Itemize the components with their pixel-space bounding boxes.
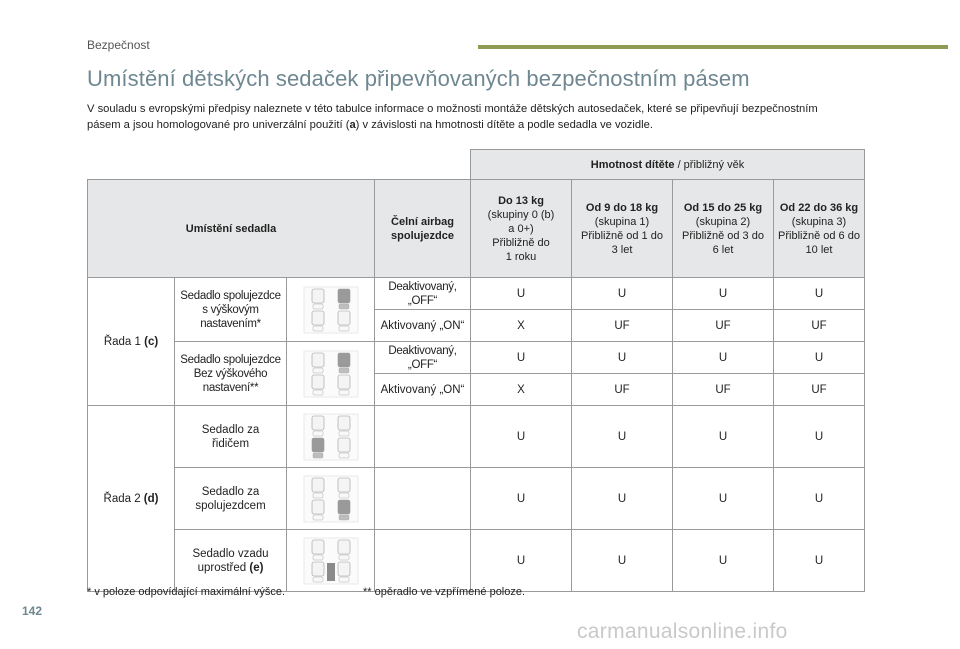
airbag-off: Deaktivovaný, „OFF“ <box>375 278 471 310</box>
footnote-double-star: ** opěradlo ve vzpřímené poloze. <box>363 586 526 598</box>
seat-name <box>175 342 287 406</box>
seat-diagram-svg <box>296 412 366 462</box>
cell-value: UF <box>774 374 865 406</box>
group-3-l1: (skupina 3) <box>791 215 847 228</box>
group-0-l1: (skupiny 0 (b) <box>487 208 555 221</box>
row-1-label-bold: (c) <box>144 335 159 348</box>
group-2-l3: 6 let <box>712 243 734 256</box>
group-3-l2: Přibližně od 6 do <box>778 229 860 242</box>
seat-name-l2: řidičem <box>211 437 250 450</box>
seat-name-l3: nastavení** <box>202 381 259 394</box>
cell-value: U <box>673 406 774 468</box>
cell-value: X <box>471 310 572 342</box>
group-0-l4: 1 roku <box>505 250 537 263</box>
airbag-header-l1: Čelní airbag <box>391 215 454 228</box>
cell-value: U <box>572 278 673 310</box>
row-2-label-text: Řada 2 <box>103 492 144 505</box>
group-0-l3: Přibližně do <box>492 236 550 249</box>
row-2-label <box>88 406 175 592</box>
weight-header-bold: Hmotnost dítěte <box>590 158 675 171</box>
table-row <box>88 278 865 310</box>
cell-value: U <box>572 406 673 468</box>
seat-diagram-rear-left-icon <box>287 406 375 468</box>
cell-value: U <box>471 530 572 592</box>
cell-value: U <box>774 468 865 530</box>
group-1-header <box>572 180 673 278</box>
cell-value: U <box>774 406 865 468</box>
seat-name-l2: spolujezdcem <box>195 499 266 512</box>
weight-header-rest: / přibližný věk <box>674 158 745 171</box>
cell-value: U <box>572 530 673 592</box>
cell-value: U <box>471 278 572 310</box>
cell-value: UF <box>572 374 673 406</box>
seat-diagram-rear-center-icon <box>287 530 375 592</box>
intro-line-2-bold: a <box>349 119 356 131</box>
cell-value: U <box>572 342 673 374</box>
intro-line-2-pre: pásem a jsou homologované pro univerzální použití ( <box>87 119 350 131</box>
seat-name-l3: nastavením* <box>200 317 261 330</box>
group-0-header <box>471 180 572 278</box>
cell-value: UF <box>673 374 774 406</box>
cell-value: U <box>471 342 572 374</box>
weight-header <box>471 150 865 180</box>
seat-diagram-svg <box>296 285 366 335</box>
seat-name <box>175 406 287 468</box>
cell-value: UF <box>572 310 673 342</box>
group-2-header <box>673 180 774 278</box>
airbag-on: Aktivovaný „ON“ <box>375 310 471 342</box>
cell-value: X <box>471 374 572 406</box>
seat-position-header-label: Umístění sedadla <box>185 222 277 235</box>
seat-diagram-svg <box>296 536 366 586</box>
group-1-l3: 3 let <box>611 243 633 256</box>
group-2-l2: Přibližně od 3 do <box>682 229 764 242</box>
seat-name-l2: Bez výškového <box>193 367 268 380</box>
cell-value: U <box>774 278 865 310</box>
group-3-l3: 10 let <box>805 243 833 256</box>
watermark: carmanualsonline.info <box>577 620 788 643</box>
cell-value: U <box>572 468 673 530</box>
cell-value: U <box>673 278 774 310</box>
seat-name-l2: uprostřed <box>197 561 250 574</box>
group-1-weight: Od 9 do 18 kg <box>585 201 659 214</box>
intro-line-2-post: ) v závislosti na hmotnosti dítěte a podle sedadla ve vozidle. <box>355 119 653 131</box>
row-1-label-text: Řada 1 <box>103 335 145 348</box>
cell-value: U <box>673 342 774 374</box>
group-0-weight: Do 13 kg <box>498 194 544 207</box>
cell-value: U <box>774 530 865 592</box>
seat-name-l2: s výškovým <box>202 303 259 316</box>
seat-position-header <box>88 180 375 278</box>
seat-diagram-svg <box>296 349 366 399</box>
cell-value: U <box>673 530 774 592</box>
seat-diagram-rear-right-icon <box>287 468 375 530</box>
seat-name-bold: (e) <box>249 561 264 574</box>
group-3-header <box>774 180 865 278</box>
seat-name-l1: Sedadlo vzadu <box>192 547 269 560</box>
seat-name-l1: Sedadlo za <box>201 485 260 498</box>
seat-diagram-front-passenger-icon <box>287 278 375 342</box>
child-seat-table <box>87 149 865 592</box>
airbag-header-l2: spolujezdce <box>391 229 454 242</box>
airbag-header <box>375 180 471 278</box>
airbag-empty <box>375 468 471 530</box>
seat-name-l1: Sedadlo spolujezdce <box>180 289 281 302</box>
page-number: 142 <box>22 604 43 618</box>
row-1-label <box>88 278 175 406</box>
seat-name <box>175 530 287 592</box>
intro-paragraph <box>87 101 887 133</box>
cell-value: U <box>774 342 865 374</box>
cell-value: UF <box>774 310 865 342</box>
seat-diagram-front-passenger-icon <box>287 342 375 406</box>
airbag-empty <box>375 406 471 468</box>
group-1-l1: (skupina 1) <box>594 215 650 228</box>
footnote-star: * v poloze odpovídající maximální výšce. <box>87 586 286 598</box>
group-1-l2: Přibližně od 1 do <box>581 229 663 242</box>
airbag-on: Aktivovaný „ON“ <box>375 374 471 406</box>
intro-line-1: V souladu s evropskými předpisy naleznete v této tabulce informace o možnosti montáže dětských autosedaček, které se připevňují bezpečnostním <box>87 103 818 115</box>
group-2-l1: (skupina 2) <box>695 215 751 228</box>
table-row <box>88 406 865 468</box>
group-2-weight: Od 15 do 25 kg <box>683 201 763 214</box>
airbag-empty <box>375 530 471 592</box>
section-label: Bezpečnost <box>87 38 150 52</box>
page-title: Umístění dětských sedaček připevňovaných bezpečnostním pásem <box>87 66 750 91</box>
row-2-label-bold: (d) <box>143 492 159 505</box>
group-3-weight: Od 22 do 36 kg <box>779 201 859 214</box>
seat-name-l1: Sedadlo za <box>201 423 260 436</box>
section-accent-bar <box>478 45 948 49</box>
seat-diagram-svg <box>296 474 366 524</box>
seat-name <box>175 468 287 530</box>
cell-value: U <box>673 468 774 530</box>
seat-name-l1: Sedadlo spolujezdce <box>180 353 281 366</box>
seat-name <box>175 278 287 342</box>
table-row <box>88 342 865 374</box>
cell-value: U <box>471 468 572 530</box>
table-row <box>88 468 865 530</box>
cell-value: UF <box>673 310 774 342</box>
airbag-off: Deaktivovaný, „OFF“ <box>375 342 471 374</box>
group-0-l2: a 0+) <box>508 222 534 235</box>
table-row <box>88 530 865 592</box>
cell-value: U <box>471 406 572 468</box>
